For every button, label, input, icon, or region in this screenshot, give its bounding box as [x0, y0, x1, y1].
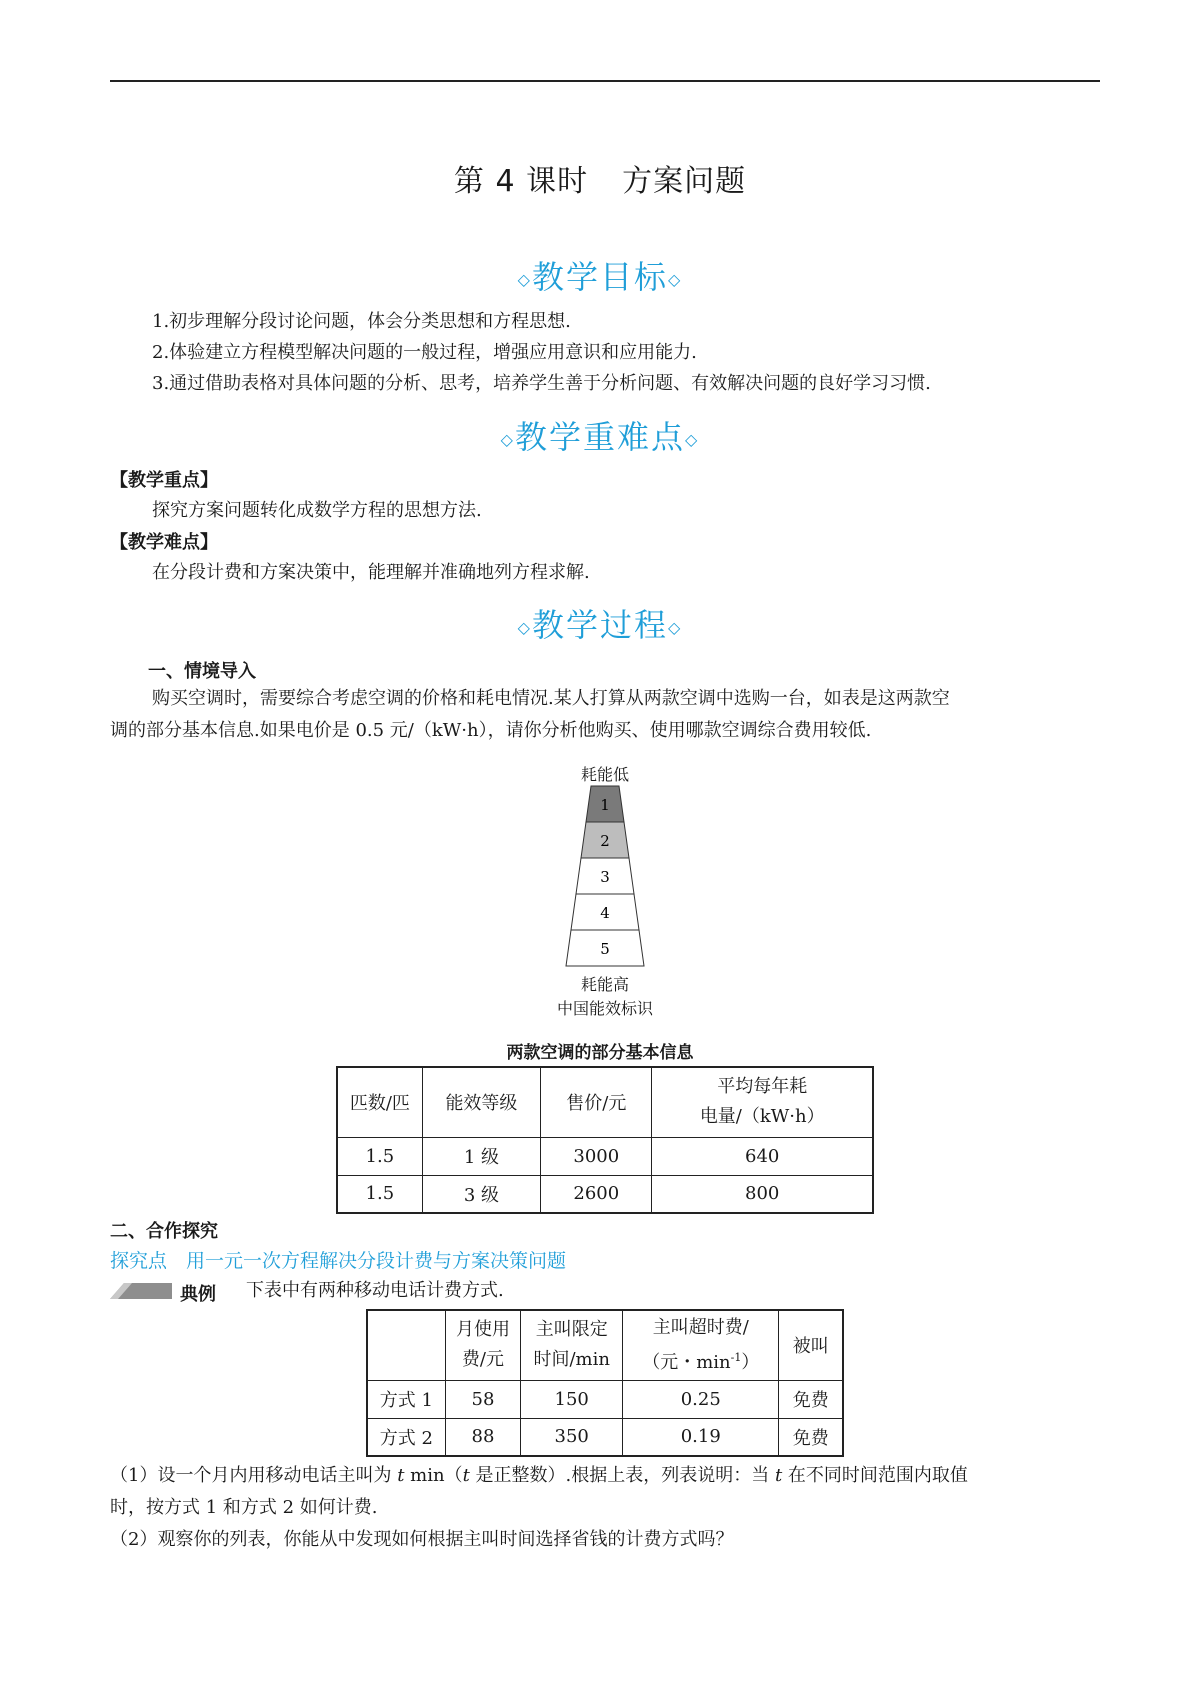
- table-cell: 免费: [779, 1380, 843, 1418]
- example-label: 典例: [180, 1284, 216, 1305]
- intro-heading: 一、情境导入: [148, 661, 256, 682]
- energy-level-number: 3: [600, 868, 610, 886]
- table-row: [337, 1175, 873, 1213]
- table-header-cell: 主叫限定 时间/min: [521, 1310, 623, 1380]
- diamond-icon: ◇: [668, 270, 683, 289]
- table-header-cell: [367, 1310, 445, 1380]
- table-cell: 3000: [541, 1137, 652, 1175]
- table-cell: 3 级: [422, 1175, 540, 1213]
- table-cell: 方式 1: [367, 1380, 445, 1418]
- aircon-info-table: [336, 1066, 874, 1214]
- table-header-row: [337, 1067, 873, 1137]
- goal-item: 3.通过借助表格对具体问题的分析、思考，培养学生善于分析问题、有效解决问题的良好学习习惯.: [152, 373, 931, 394]
- explore-heading: 二、合作探究: [110, 1221, 218, 1242]
- table-cell: 1.5: [337, 1175, 422, 1213]
- table-cell: 方式 2: [367, 1418, 445, 1456]
- diamond-icon: ◇: [500, 430, 515, 449]
- energy-efficiency-label: [560, 784, 650, 970]
- explore-point: 探究点 用一元一次方程解决分段计费与方案决策问题: [110, 1250, 567, 1272]
- table-cell: 2600: [541, 1175, 652, 1213]
- energy-label-top-text: 耗能低: [580, 765, 629, 784]
- energy-label-bottom-text: 耗能高: [580, 975, 629, 994]
- table-row: [367, 1380, 843, 1418]
- page-title: [0, 156, 1200, 200]
- section-heading-keypoints: ◇教学重难点◇: [500, 418, 700, 456]
- table-header-cell: 售价/元: [541, 1067, 652, 1137]
- section-heading-goals: ◇教学目标◇: [517, 258, 683, 296]
- energy-label-caption: 中国能效标识: [556, 999, 653, 1018]
- table-row: [367, 1418, 843, 1456]
- table-cell: 88: [445, 1418, 521, 1456]
- intro-paragraph-line: 调的部分基本信息.如果电价是 0.5 元/（kW·h），请你分析他购买、使用哪款空调综合费用较低.: [110, 720, 872, 741]
- difficulty-text: 在分段计费和方案决策中，能理解并准确地列方程求解.: [152, 562, 590, 583]
- table-row: [337, 1137, 873, 1175]
- goal-item: 2.体验建立方程模型解决问题的一般过程，增强应用意识和应用能力.: [152, 342, 697, 363]
- lesson-title: 方案问题: [622, 164, 747, 199]
- table-header-cell: 被叫: [779, 1310, 843, 1380]
- energy-level-number: 5: [600, 940, 610, 958]
- table1-caption: 两款空调的部分基本信息: [506, 1043, 694, 1063]
- example-text: 下表中有两种移动电话计费方式.: [246, 1280, 504, 1301]
- diamond-icon: ◇: [685, 430, 700, 449]
- question-1-line: （1）设一个月内用移动电话主叫为 t min（t 是正整数）.根据上表，列表说明：当 t 在不同时间范围内取值: [110, 1465, 968, 1486]
- table-header-cell: 能效等级: [422, 1067, 540, 1137]
- header-rule: [110, 80, 1100, 82]
- diamond-icon: ◇: [668, 618, 683, 637]
- table-cell: 1 级: [422, 1137, 540, 1175]
- lesson-number: 第 4 课时: [453, 164, 589, 199]
- key-point-text: 探究方案问题转化成数学方程的思想方法.: [152, 500, 482, 521]
- question-1-line: 时，按方式 1 和方式 2 如何计费.: [110, 1497, 378, 1518]
- diamond-icon: ◇: [517, 270, 532, 289]
- table-header-row: [367, 1310, 843, 1380]
- intro-paragraph-line: 购买空调时，需要综合考虑空调的价格和耗电情况.某人打算从两款空调中选购一台，如表是这两款空: [152, 688, 950, 709]
- table-cell: 0.19: [623, 1418, 779, 1456]
- table-cell: 1.5: [337, 1137, 422, 1175]
- table-header-cell: 匹数/匹: [337, 1067, 422, 1137]
- table-cell: 800: [652, 1175, 873, 1213]
- table-cell: 640: [652, 1137, 873, 1175]
- table-header-cell: 月使用 费/元: [445, 1310, 521, 1380]
- key-point-label: 【教学重点】: [110, 470, 218, 491]
- table-header-cell: 主叫超时费/ （元・$\min^{-1}$）: [623, 1310, 779, 1380]
- example-ribbon-icon: [110, 1281, 172, 1301]
- table-cell: 58: [445, 1380, 521, 1418]
- table-cell: 免费: [779, 1418, 843, 1456]
- phone-plan-table: [366, 1309, 844, 1457]
- energy-level-number: 2: [600, 832, 610, 850]
- goal-item: 1.初步理解分段讨论问题，体会分类思想和方程思想.: [152, 311, 571, 332]
- energy-level-number: 4: [600, 904, 610, 922]
- difficulty-label: 【教学难点】: [110, 532, 218, 553]
- table-cell: 0.25: [623, 1380, 779, 1418]
- table-cell: 150: [521, 1380, 623, 1418]
- table-cell: 350: [521, 1418, 623, 1456]
- energy-level-number: 1: [600, 796, 610, 814]
- section-heading-process: ◇教学过程◇: [517, 606, 683, 644]
- table-header-cell: 平均每年耗 电量/（kW·h）: [652, 1067, 873, 1137]
- question-2: （2）观察你的列表，你能从中发现如何根据主叫时间选择省钱的计费方式吗？: [110, 1529, 734, 1550]
- diamond-icon: ◇: [517, 618, 532, 637]
